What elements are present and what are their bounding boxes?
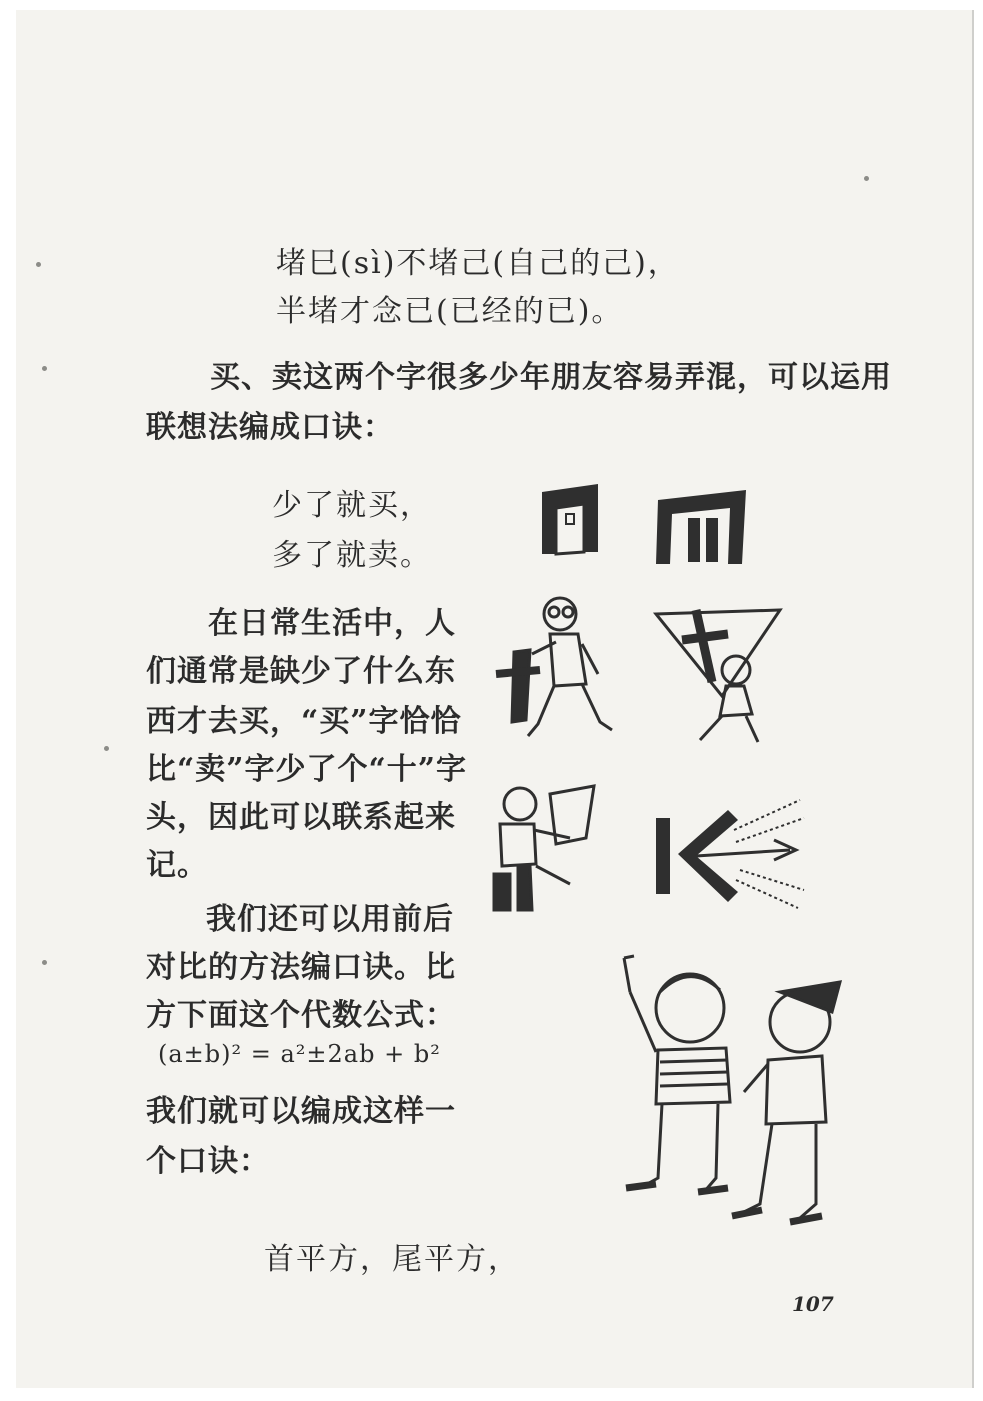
verse-line: 首平方，尾平方，: [264, 1242, 520, 1277]
paragraph-line: 我们就可以编成这样一: [146, 1094, 456, 1129]
boy-pointing-icon: [624, 956, 730, 1192]
verse-line: 半堵才念已(已经的已)。: [276, 294, 624, 329]
door-stroke-icon: [542, 484, 598, 554]
algebra-formula: (a±b)² = a²±2ab + b²: [158, 1040, 441, 1068]
paragraph-line: 西才去买，“买”字恰恰: [146, 704, 462, 739]
girl-with-kite-icon: [656, 610, 780, 742]
old-man-walking-icon: [496, 598, 612, 736]
paragraph-line: 联想法编成口诀：: [146, 410, 394, 445]
speck: [42, 366, 47, 371]
arrow-stroke-icon: [656, 800, 804, 908]
two-boys-illustration: [600, 952, 860, 1262]
speck: [864, 176, 869, 181]
speck: [36, 262, 41, 267]
verse-line: 少了就买，: [272, 488, 432, 523]
stroke-cartoon-illustration: [490, 474, 820, 924]
frame-stroke-icon: [656, 490, 746, 564]
paragraph-line: 记。: [146, 848, 208, 883]
paragraph-line: 比“卖”字少了个“十”字: [146, 752, 468, 787]
paragraph-line: 们通常是缺少了什么东: [146, 654, 456, 689]
speck: [104, 746, 109, 751]
paragraph-line: 方下面这个代数公式：: [146, 998, 456, 1033]
paragraph-line: 在日常生活中，人: [208, 606, 456, 641]
verse-line: 多了就卖。: [272, 538, 432, 573]
paragraph-line: 我们还可以用前后: [206, 902, 454, 937]
boy-looking-up-icon: [732, 982, 840, 1222]
speck: [42, 960, 47, 965]
paragraph-line: 个口诀：: [146, 1144, 270, 1179]
paragraph-line: 买、卖这两个字很多少年朋友容易弄混，可以运用: [210, 360, 892, 395]
paragraph-line: 头，因此可以联系起来: [146, 800, 456, 835]
paragraph-line: 对比的方法编口诀。比: [146, 950, 456, 985]
verse-line: 堵巳(sì)不堵己(自己的己)，: [276, 246, 680, 281]
boy-reading-icon: [494, 786, 594, 910]
page-number: 107: [792, 1292, 834, 1316]
